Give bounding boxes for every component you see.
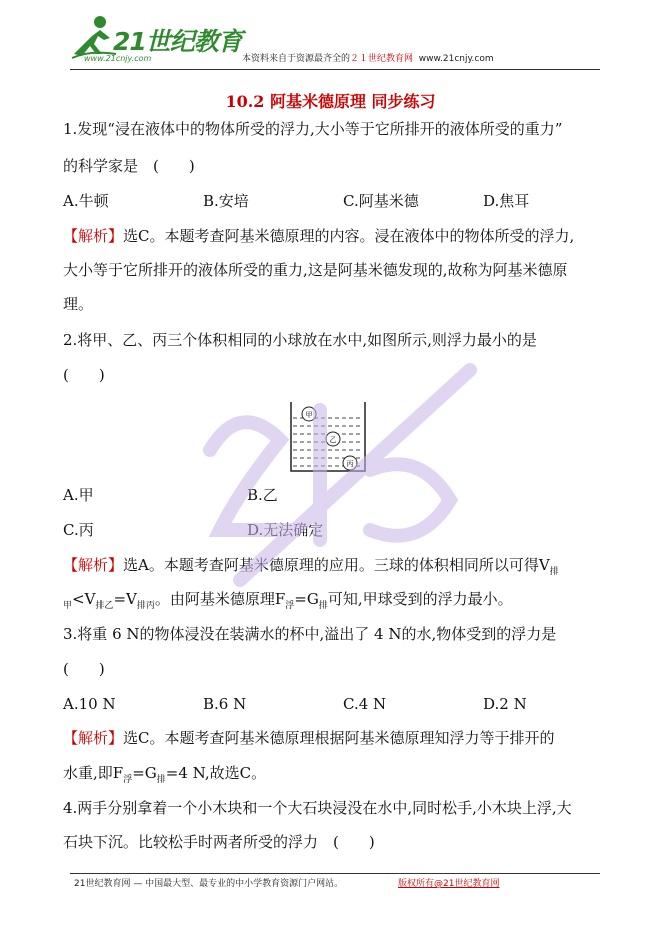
page-title: 10.2 阿基米德原理 同步练习	[225, 92, 436, 111]
ball-label-yi: 乙	[329, 436, 337, 444]
subscript: 浮	[123, 775, 133, 785]
header-note-prefix: 本资料来自于资源最齐全的	[242, 54, 351, 64]
beaker-figure	[288, 400, 368, 474]
q3-option-b: B.6 N	[203, 695, 247, 713]
analysis-tag: 【解析】	[63, 729, 124, 747]
q3-option-a: A.10 N	[63, 695, 116, 713]
q3-line2: ( )	[63, 660, 105, 678]
ball-label-bing: 丙	[346, 460, 354, 468]
ball-label-jia: 甲	[305, 411, 313, 419]
logo-url: www.21cnjy.com	[84, 54, 152, 63]
q1-option-c: C.阿基米德	[343, 192, 419, 210]
q3-option-d: D.2 N	[483, 695, 527, 713]
q2-analysis-text: 可知,甲球受到的浮力最小。	[327, 590, 513, 608]
q3-option-c: C.4 N	[343, 695, 387, 713]
ball-yi	[326, 432, 340, 446]
q2-line2: ( )	[63, 366, 105, 384]
q2-option-c: C.丙	[63, 521, 94, 539]
q1-line2: 的科学家是 ( )	[63, 157, 195, 175]
q4-line1: 4.两手分别拿着一个小木块和一个大石块浸没在水中,同时松手,小木块上浮,大	[63, 799, 572, 817]
analysis-tag: 【解析】	[63, 556, 124, 574]
q2-line1: 2.将甲、乙、丙三个体积相同的小球放在水中,如图所示,则浮力最小的是	[63, 331, 537, 349]
q3-analysis-text: 水重,即F	[63, 764, 124, 782]
logo-text: 21世纪教育	[113, 27, 242, 56]
q2-analysis-text: <V	[72, 590, 96, 608]
header-note	[242, 51, 494, 64]
q1-analysis-line1	[63, 226, 574, 246]
q4-line2: 石块下沉。比较松手时两者所受的浮力 ( )	[63, 833, 375, 851]
q3-analysis-line1	[63, 728, 555, 748]
q1-analysis-text1: 选C。本题考查阿基米德原理的内容。浸在液体中的物体所受的浮力,	[123, 227, 575, 245]
q2-analysis-text: =G	[294, 590, 319, 608]
q1-analysis-line2: 大小等于它所排开的液体所受的重力,这是阿基米德发现的,故称为阿基米德原	[63, 261, 568, 279]
watermark-graphic	[180, 330, 510, 630]
q2-analysis-line2	[63, 589, 513, 616]
q1-option-a: A.牛顿	[63, 192, 109, 210]
analysis-tag: 【解析】	[63, 227, 124, 245]
subscript: 排	[318, 601, 328, 611]
footer-divider	[70, 873, 600, 874]
q3-line1: 3.将重 6 N的物体浸没在装满水的杯中,溢出了 4 N的水,物体受到的浮力是	[63, 625, 557, 643]
q2-analysis-text1: 选A。本题考查阿基米德原理的应用。三球的体积相同所以可得V	[123, 556, 550, 574]
q1-option-d: D.焦耳	[483, 192, 530, 210]
q1-line1: 1.发现“浸在液体中的物体所受的浮力,大小等于它所排开的液体所受的重力”	[63, 120, 563, 138]
footer-text: 21世纪教育网 — 中国最大型、最专业的中小学教育资源门户网站。	[74, 879, 344, 889]
copyright-link[interactable]: 版权所有@21世纪教育网	[398, 879, 500, 889]
header-note-site[interactable]: ２１世纪教育网	[350, 54, 414, 64]
header-note-url[interactable]: www.21cnjy.com	[418, 54, 494, 64]
q3-analysis-text1: 选C。本题考查阿基米德原理根据阿基米德原理知浮力等于排开的	[123, 729, 555, 747]
subscript: 排	[549, 567, 559, 577]
q2-analysis-text: 。由阿基米德原理F	[154, 590, 286, 608]
q3-analysis-line2	[63, 763, 266, 790]
q2-option-a: A.甲	[63, 486, 94, 504]
q2-option-b: B.乙	[247, 486, 278, 504]
subscript: 甲	[63, 601, 73, 611]
subscript: 排丙	[136, 601, 155, 611]
subscript: 排乙	[95, 601, 114, 611]
q3-analysis-text: =4 N,故选C。	[165, 764, 267, 782]
ball-bing	[343, 456, 357, 470]
q1-analysis-line3: 理。	[63, 295, 94, 313]
q2-analysis-text: =V	[113, 590, 137, 608]
q2-analysis-line1	[63, 555, 559, 582]
q2-option-d: D.无法确定	[247, 521, 324, 539]
subscript: 排	[156, 775, 166, 785]
subscript: 浮	[285, 601, 295, 611]
q1-option-b: B.安培	[203, 192, 249, 210]
ball-jia	[302, 407, 316, 421]
q3-analysis-text: =G	[132, 764, 157, 782]
header-divider	[70, 69, 600, 70]
